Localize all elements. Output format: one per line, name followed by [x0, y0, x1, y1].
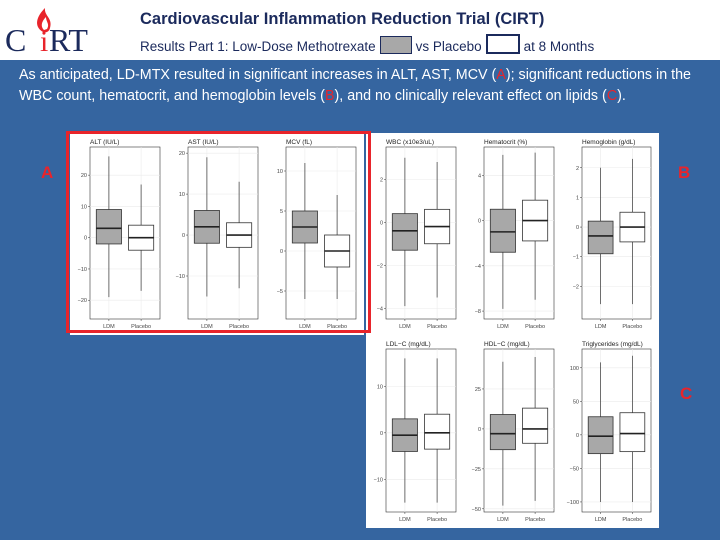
- y-tick-label: −50: [471, 506, 481, 513]
- boxplot-triglycerides: [562, 335, 659, 528]
- plot-title: ALT (IU/L): [90, 139, 120, 146]
- y-tick-label: 0: [379, 220, 383, 227]
- y-tick-label: −10: [373, 477, 383, 484]
- plot-title: Hemoglobin (g/dL): [582, 139, 636, 146]
- y-tick-label: −4: [376, 306, 383, 313]
- plot-title: Triglycerides (mg/dL): [582, 341, 643, 348]
- y-tick-label: 10: [80, 204, 87, 211]
- y-tick-label: 1: [575, 195, 579, 202]
- y-tick-label: 2: [575, 165, 579, 172]
- boxplot-hemoglobin: [562, 133, 659, 335]
- x-tick-label: LDM: [299, 324, 311, 330]
- y-tick-label: 0: [575, 432, 579, 439]
- y-tick-label: 0: [181, 233, 185, 240]
- header: [0, 0, 720, 60]
- y-tick-label: 0: [279, 249, 283, 255]
- cirt-logo: [3, 4, 90, 56]
- plot-title: AST (IU/L): [188, 139, 219, 146]
- x-tick-label: Placebo: [525, 517, 546, 523]
- highlight-box-a: [66, 131, 371, 333]
- y-tick-label: 10: [276, 169, 283, 175]
- box-ldm: [588, 417, 613, 454]
- y-tick-label: 20: [80, 173, 87, 180]
- logo-text-i: i: [40, 25, 49, 56]
- desc-text: ), and no clinically relevant effect on lipids (: [334, 88, 607, 104]
- box-placebo: [425, 414, 450, 449]
- y-tick-label: 2: [379, 177, 383, 184]
- y-tick-label: 5: [279, 209, 283, 215]
- y-tick-label: 0: [477, 426, 481, 433]
- subtitle-part: vs Placebo: [415, 39, 482, 54]
- plot-title: HDL−C (mg/dL): [484, 341, 530, 348]
- page-subtitle: [140, 34, 594, 54]
- x-tick-label: LDM: [103, 324, 115, 330]
- x-tick-label: LDM: [497, 324, 509, 330]
- y-tick-label: −2: [572, 284, 579, 291]
- y-tick-label: −50: [569, 466, 579, 473]
- box-ldm: [588, 221, 613, 254]
- y-tick-label: −1: [572, 254, 579, 261]
- panel-label-a: A: [41, 163, 54, 182]
- y-tick-label: 25: [474, 386, 481, 393]
- y-tick-label: −10: [175, 274, 185, 280]
- y-tick-label: 100: [569, 365, 579, 372]
- y-tick-label: 4: [477, 173, 481, 180]
- x-tick-label: Placebo: [622, 324, 643, 330]
- box-ldm: [392, 214, 417, 251]
- x-tick-label: Placebo: [229, 324, 250, 330]
- box-ldm: [490, 209, 515, 252]
- boxplot-hematocrit: [464, 133, 562, 335]
- y-tick-label: −10: [77, 266, 87, 273]
- y-tick-label: −20: [77, 298, 87, 305]
- x-tick-label: Placebo: [131, 324, 152, 330]
- y-tick-label: 0: [575, 225, 579, 232]
- results-description: [19, 65, 709, 107]
- desc-text: As anticipated, LD-MTX resulted in significant increases in ALT, AST, MCV (: [19, 67, 497, 83]
- y-tick-label: −4: [474, 263, 481, 270]
- plot-title: MCV (fL): [286, 139, 312, 146]
- plot-title: LDL−C (mg/dL): [386, 341, 431, 348]
- desc-ref-b: B: [324, 88, 335, 104]
- y-tick-label: −100: [566, 499, 579, 506]
- x-tick-label: LDM: [594, 517, 607, 523]
- x-tick-label: Placebo: [427, 517, 448, 523]
- x-tick-label: Placebo: [525, 324, 546, 330]
- panel-label-c: C: [680, 384, 693, 403]
- y-tick-label: −8: [474, 309, 481, 316]
- y-tick-label: 10: [178, 192, 185, 199]
- desc-ref-a: A: [496, 67, 506, 83]
- subtitle-part: at 8 Months: [523, 39, 595, 54]
- x-tick-label: Placebo: [427, 324, 448, 330]
- logo-text-rt: RT: [49, 22, 88, 56]
- logo-text-c: C: [5, 22, 27, 56]
- box-placebo: [620, 413, 645, 452]
- box-ldm: [490, 415, 515, 450]
- x-tick-label: LDM: [594, 324, 607, 330]
- x-tick-label: LDM: [497, 517, 509, 523]
- x-tick-label: Placebo: [327, 324, 348, 330]
- plot-title: Hematocrit (%): [484, 139, 528, 146]
- y-tick-label: −25: [471, 466, 481, 473]
- box-placebo: [523, 408, 548, 443]
- panel-label-b: B: [678, 163, 691, 182]
- desc-ref-c: C: [606, 88, 618, 104]
- x-tick-label: LDM: [201, 324, 213, 330]
- desc-text: ); significant reductions in the WBC count, hematocrit, and hemoglobin levels (: [19, 67, 692, 104]
- x-tick-label: LDM: [399, 324, 411, 330]
- boxplot-wbc: [366, 133, 464, 335]
- y-tick-label: 10: [376, 384, 383, 391]
- y-tick-label: 0: [477, 218, 481, 225]
- x-tick-label: Placebo: [622, 517, 643, 523]
- page-title: Cardiovascular Inflammation Reduction Trial (CIRT): [140, 10, 545, 28]
- desc-text: ).: [617, 88, 626, 104]
- y-tick-label: 50: [572, 399, 579, 406]
- plot-title: WBC (x10e3/uL): [386, 139, 435, 146]
- subtitle-part: Results Part 1: Low-Dose Methotrexate: [140, 39, 376, 54]
- placebo-legend-swatch: [486, 34, 520, 54]
- y-tick-label: 0: [83, 235, 87, 242]
- y-tick-label: −2: [376, 263, 383, 270]
- y-tick-label: 20: [178, 151, 185, 158]
- y-tick-label: −5: [276, 289, 283, 295]
- boxplot-hdl: [464, 335, 562, 528]
- y-tick-label: 0: [379, 430, 383, 437]
- x-tick-label: LDM: [399, 517, 411, 523]
- ldm-legend-swatch: [380, 36, 412, 54]
- boxplot-ldl: [366, 335, 464, 528]
